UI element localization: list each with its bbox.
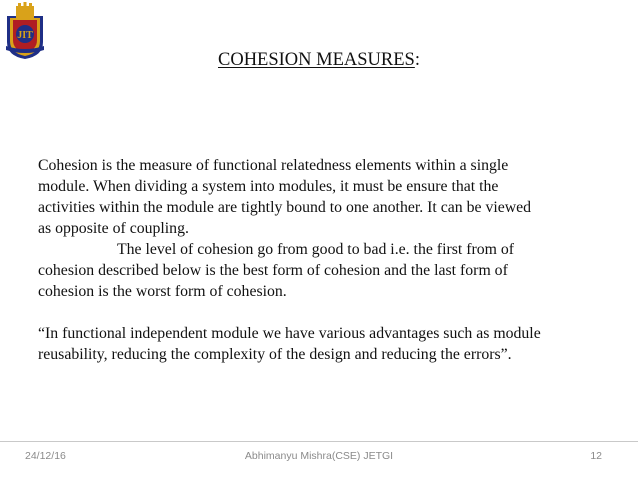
quote-line: reusability, reducing the complexity of the design and reducing the errors”. (38, 346, 512, 363)
body-line: Cohesion is the measure of functional relatedness elements within a single (38, 157, 509, 174)
body-line: cohesion is the worst form of cohesion. (38, 283, 287, 300)
svg-text:JIT: JIT (17, 30, 33, 41)
paragraph-gap (38, 302, 608, 323)
body-text (38, 155, 608, 365)
footer-author: Abhimanyu Mishra(CSE) JETGI (244, 450, 394, 462)
quote-line: “In functional independent module we have various advantages such as module (38, 325, 541, 342)
body-line: as opposite of coupling. (38, 220, 189, 237)
footer-date: 24/12/16 (25, 450, 66, 462)
slide-title (0, 50, 638, 71)
title-text: COHESION MEASURES (218, 50, 415, 70)
page-number: 12 (590, 450, 602, 462)
footer-divider (0, 441, 638, 442)
body-line: cohesion described below is the best form of cohesion and the last form of (38, 262, 508, 279)
body-line: module. When dividing a system into modules, it must be ensure that the (38, 178, 499, 195)
body-line-indented: The level of cohesion go from good to bad i.e. the first from of (117, 241, 515, 258)
body-line: activities within the module are tightly bound to one another. It can be viewed (38, 199, 532, 216)
title-colon: : (414, 50, 420, 70)
